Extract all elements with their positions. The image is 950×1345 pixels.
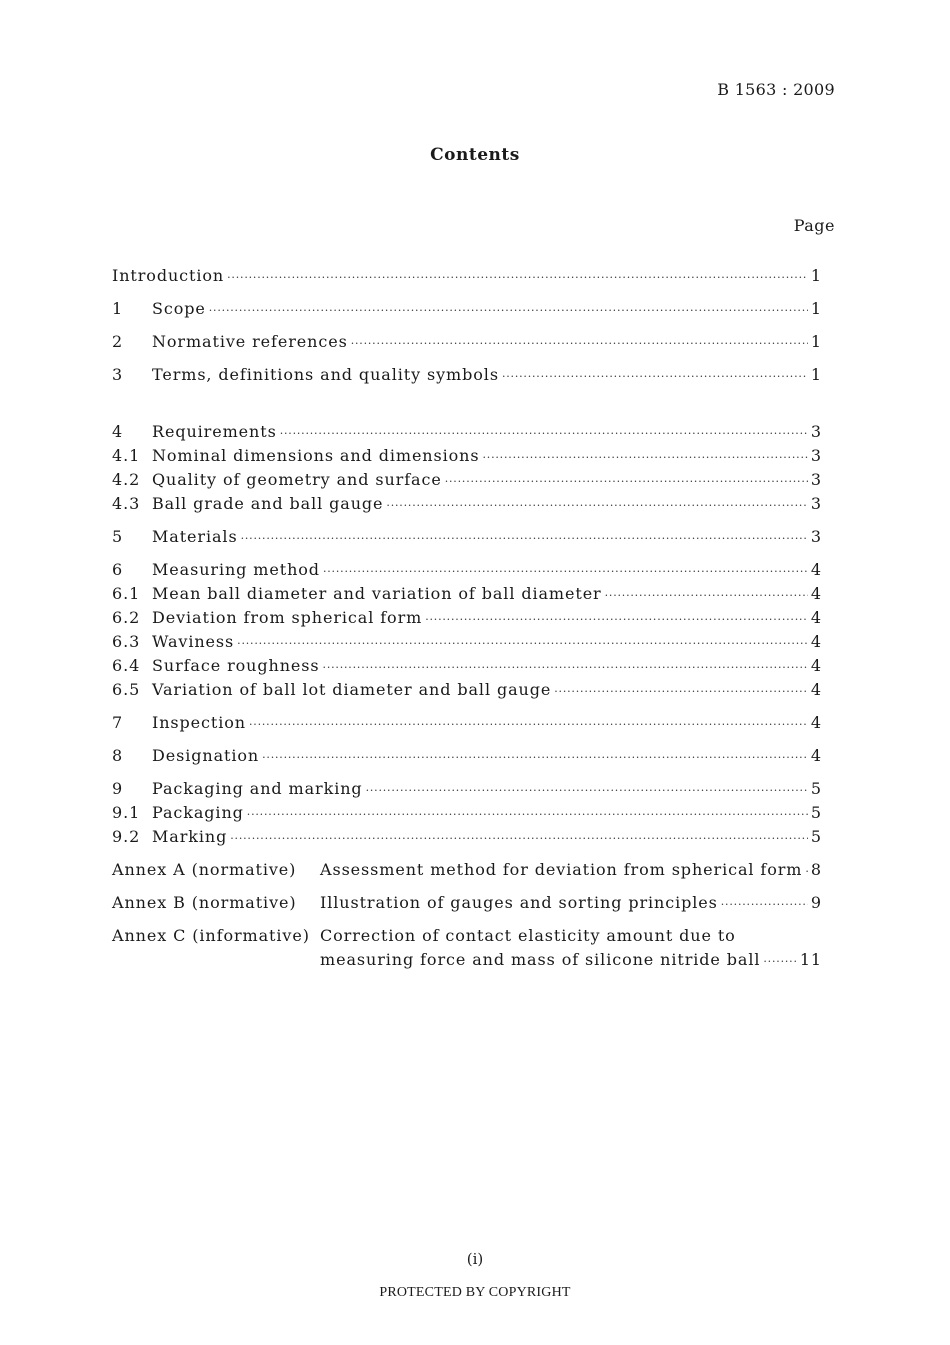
toc-entry-number: 4.3 — [112, 494, 141, 513]
toc-entry-page: 3 — [810, 422, 822, 441]
toc-entry-4-2[interactable] — [112, 470, 822, 492]
annex-label: Annex B (normative) — [112, 893, 297, 912]
toc-entry-9-2[interactable] — [112, 827, 822, 849]
toc-entry-6-5[interactable] — [112, 680, 822, 702]
dot-leader — [502, 370, 808, 383]
toc-entry-2[interactable] — [112, 332, 822, 354]
toc-entry-title: Surface roughness — [152, 656, 320, 675]
copyright-notice: PROTECTED BY COPYRIGHT — [379, 1285, 571, 1300]
toc-entry-page: 4 — [810, 608, 822, 627]
toc-entry-title: Scope — [152, 299, 206, 318]
toc-entry-number: 3 — [112, 365, 124, 384]
toc-entry-title: Variation of ball lot diameter and ball gauge — [152, 680, 552, 699]
toc-entry-title: Deviation from spherical form — [152, 608, 423, 627]
dot-leader — [241, 532, 808, 545]
toc-entry-page: 4 — [810, 713, 822, 732]
dot-leader — [483, 451, 808, 464]
toc-entry-number: 8 — [112, 746, 124, 765]
dot-leader — [721, 898, 808, 911]
toc-entry-8[interactable] — [112, 746, 822, 768]
toc-entry-9-1[interactable] — [112, 803, 822, 825]
toc-entry-page: 3 — [810, 494, 822, 513]
dot-leader — [237, 637, 808, 650]
toc-entry-title: Waviness — [152, 632, 235, 651]
dot-leader — [323, 565, 808, 578]
toc-entry-title: Measuring method — [152, 560, 320, 579]
toc-entry-page: 3 — [810, 527, 822, 546]
dot-leader — [230, 832, 808, 845]
dot-leader — [605, 589, 808, 602]
dot-leader — [554, 685, 808, 698]
toc-entry-6-3[interactable] — [112, 632, 822, 654]
toc-entry-page: 4 — [810, 656, 822, 675]
toc-entry-title: Requirements — [152, 422, 277, 441]
toc-entry-title: Packaging and marking — [152, 779, 363, 798]
dot-leader — [249, 718, 808, 731]
toc-entry-title: Designation — [152, 746, 260, 765]
dot-leader — [323, 661, 808, 674]
toc-entry-number: 6 — [112, 560, 124, 579]
toc-entry-number: 7 — [112, 713, 124, 732]
toc-entry-7[interactable] — [112, 713, 822, 735]
toc-annex-b[interactable] — [112, 893, 822, 915]
toc-entry-6-2[interactable] — [112, 608, 822, 630]
dot-leader — [425, 613, 808, 626]
toc-entry-number: 6.1 — [112, 584, 141, 603]
dot-leader — [227, 271, 808, 284]
toc-annex-c-continued[interactable] — [320, 950, 822, 972]
toc-entry-1[interactable] — [112, 299, 822, 321]
toc-entry-number: 4.2 — [112, 470, 141, 489]
toc-entry-title: Normative references — [152, 332, 348, 351]
toc-entry-title: Materials — [152, 527, 238, 546]
toc-entry-3[interactable] — [112, 365, 822, 387]
toc-entry-number: 6.3 — [112, 632, 141, 651]
dot-leader — [247, 808, 808, 821]
page-title: Contents — [430, 145, 520, 165]
toc-entry-title: Quality of geometry and surface — [152, 470, 442, 489]
toc-entry-title: Introduction — [112, 266, 225, 285]
toc-entry-6[interactable] — [112, 560, 822, 582]
dot-leader — [280, 427, 808, 440]
dot-leader — [366, 784, 808, 797]
annex-page: 9 — [810, 893, 822, 912]
toc-entry-4-1[interactable] — [112, 446, 822, 468]
toc-entry-title: Ball grade and ball gauge — [152, 494, 384, 513]
toc-entry-title: Packaging — [152, 803, 244, 822]
toc-entry-page: 4 — [810, 746, 822, 765]
toc-entry-page: 4 — [810, 680, 822, 699]
toc-annex-a[interactable] — [112, 860, 822, 882]
toc-entry-number: 4.1 — [112, 446, 141, 465]
toc-entry-page: 5 — [810, 779, 822, 798]
toc-entry-9[interactable] — [112, 779, 822, 801]
toc-entry-6-1[interactable] — [112, 584, 822, 606]
toc-entry-number: 9.1 — [112, 803, 141, 822]
toc-annex-c[interactable] — [112, 926, 822, 948]
annex-title: Assessment method for deviation from spherical form — [320, 860, 803, 879]
toc-entry-number: 2 — [112, 332, 124, 351]
dot-leader — [351, 337, 808, 350]
toc-entry-title: Inspection — [152, 713, 246, 732]
dot-leader — [386, 499, 807, 512]
page-column-label: Page — [793, 216, 835, 235]
dot-leader — [805, 865, 808, 878]
toc-entry-page: 1 — [810, 332, 822, 351]
toc-entry-page: 1 — [810, 365, 822, 384]
toc-entry-introduction[interactable] — [112, 266, 822, 288]
toc-entry-number: 5 — [112, 527, 124, 546]
footer-page-number: (i) — [466, 1250, 484, 1268]
toc-entry-number: 6.4 — [112, 656, 141, 675]
annex-page: 8 — [810, 860, 822, 879]
standard-number: B 1563 : 2009 — [717, 80, 835, 99]
toc-entry-page: 1 — [810, 299, 822, 318]
annex-title: Correction of contact elasticity amount due to — [320, 926, 736, 945]
toc-entry-title: Nominal dimensions and dimensions — [152, 446, 480, 465]
toc-entry-page: 4 — [810, 584, 822, 603]
toc-entry-number: 9 — [112, 779, 124, 798]
annex-label: Annex A (normative) — [112, 860, 297, 879]
toc-entry-6-4[interactable] — [112, 656, 822, 678]
toc-entry-4[interactable] — [112, 422, 822, 444]
dot-leader — [262, 751, 808, 764]
annex-label: Annex C (informative) — [112, 926, 310, 945]
toc-entry-number: 9.2 — [112, 827, 141, 846]
annex-page: 11 — [799, 950, 822, 969]
dot-leader — [763, 955, 796, 968]
toc-entry-page: 5 — [810, 803, 822, 822]
toc-entry-page: 3 — [810, 446, 822, 465]
annex-title-continued: measuring force and mass of silicone nitride ball — [320, 950, 761, 969]
toc-entry-title: Terms, definitions and quality symbols — [152, 365, 499, 384]
toc-entry-number: 1 — [112, 299, 124, 318]
toc-entry-page: 5 — [810, 827, 822, 846]
dot-leader — [209, 304, 808, 317]
toc-entry-number: 4 — [112, 422, 124, 441]
toc-entry-page: 4 — [810, 632, 822, 651]
toc-entry-page: 3 — [810, 470, 822, 489]
toc-entry-title: Marking — [152, 827, 228, 846]
toc-entry-4-3[interactable] — [112, 494, 822, 516]
toc-entry-page: 4 — [810, 560, 822, 579]
toc-entry-number: 6.5 — [112, 680, 141, 699]
toc-entry-page: 1 — [810, 266, 822, 285]
toc-entry-number: 6.2 — [112, 608, 141, 627]
dot-leader — [445, 475, 808, 488]
toc-entry-5[interactable] — [112, 527, 822, 549]
annex-title: Illustration of gauges and sorting principles — [320, 893, 718, 912]
toc-entry-title: Mean ball diameter and variation of ball diameter — [152, 584, 602, 603]
